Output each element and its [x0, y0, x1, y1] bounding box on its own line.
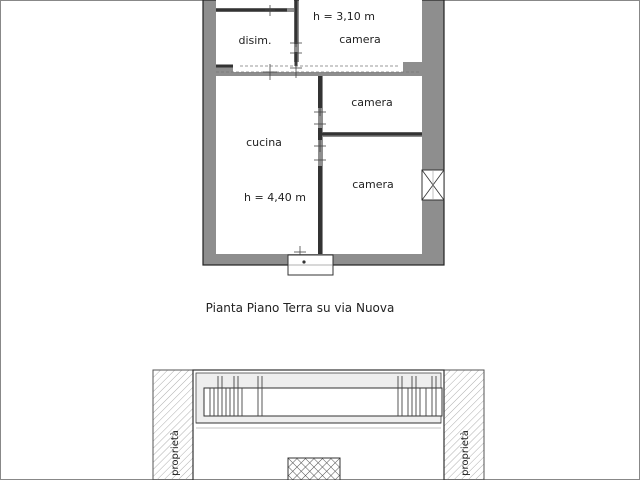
entrance-marker: [302, 260, 305, 263]
label-height-top: h = 3,10 m: [313, 10, 375, 23]
label-camera-low: camera: [352, 178, 394, 191]
corridor: [233, 62, 403, 72]
room-camera-low: [323, 137, 422, 254]
floor-grate: [288, 458, 340, 480]
label-disimpegno: disim.: [238, 34, 272, 47]
label-proprieta-right: proprietà: [460, 430, 471, 476]
label-camera-mid: camera: [351, 96, 393, 109]
label-proprieta-left: proprietà: [170, 430, 181, 476]
upper-plan: [203, 0, 444, 275]
plan-caption: Pianta Piano Terra su via Nuova: [205, 301, 395, 315]
room-cucina: [216, 76, 318, 254]
label-height-cucina: h = 4,40 m: [244, 191, 306, 204]
room-top-left: [216, 0, 294, 8]
label-camera-top: camera: [339, 33, 381, 46]
lower-plan: [153, 370, 484, 480]
label-cucina: cucina: [246, 136, 282, 149]
railing: [204, 388, 442, 416]
